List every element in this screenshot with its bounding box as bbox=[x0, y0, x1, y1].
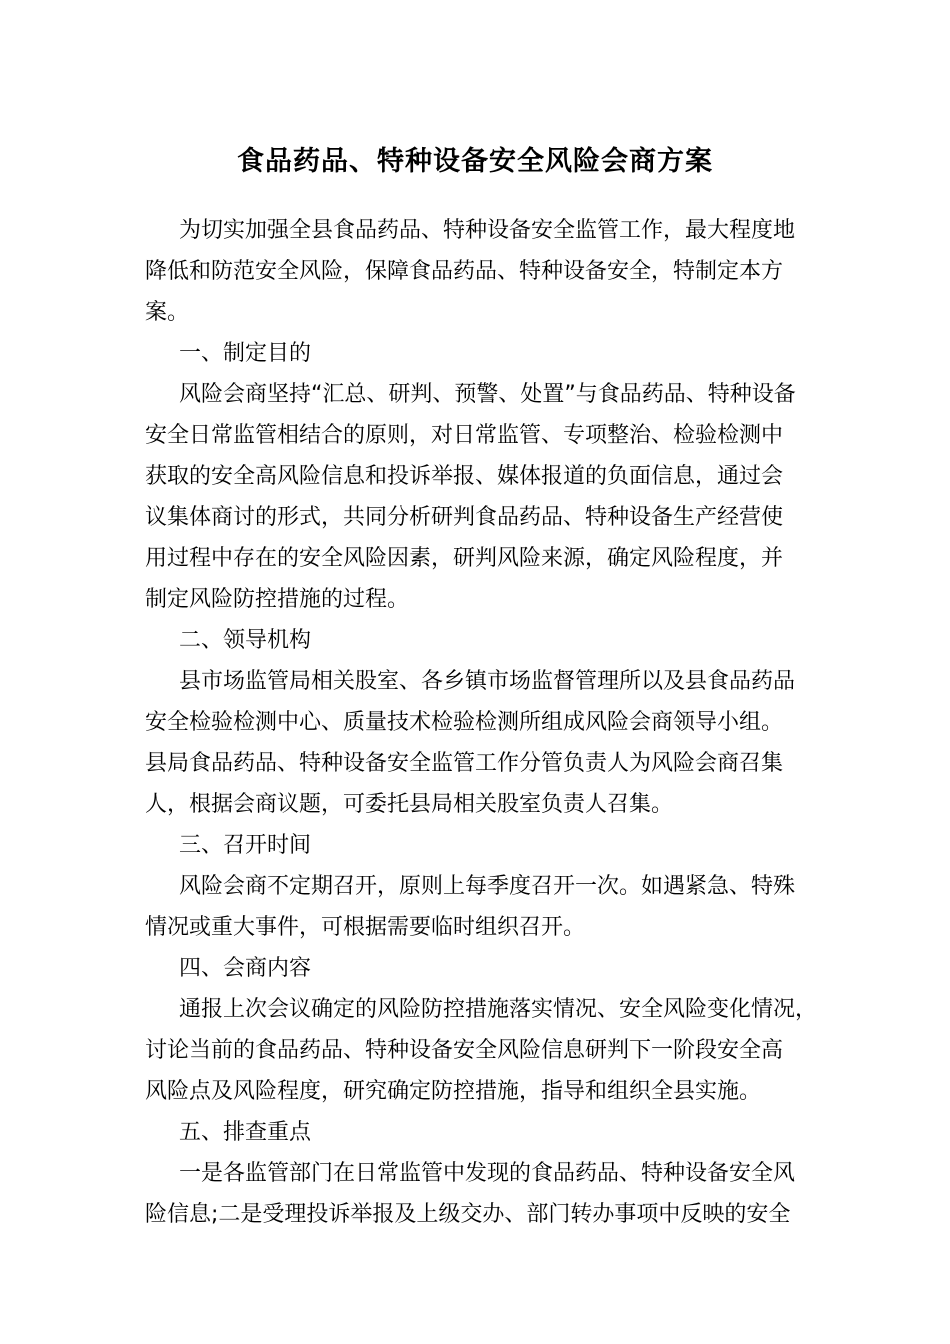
text-line: 四、会商内容 bbox=[179, 956, 312, 981]
text-line: 一、制定目的 bbox=[179, 341, 312, 366]
text-line: 用过程中存在的安全风险因素，研判风险来源，确定风险程度，并 bbox=[145, 546, 784, 571]
document-body bbox=[145, 210, 825, 1235]
document-title: 食品药品、特种设备安全风险会商方案 bbox=[237, 146, 713, 177]
text-line: 三、召开时间 bbox=[179, 833, 312, 858]
text-line: 情况或重大事件，可根据需要临时组织召开。 bbox=[145, 915, 586, 940]
text-line: 险信息;二是受理投诉举报及上级交办、部门转办事项中反映的安全 bbox=[145, 1202, 791, 1227]
text-line: 二、领导机构 bbox=[179, 628, 312, 653]
text-line: 人，根据会商议题，可委托县局相关股室负责人召集。 bbox=[145, 792, 674, 817]
text-line: 案。 bbox=[145, 300, 190, 325]
text-line: 降低和防范安全风险，保障食品药品、特种设备安全，特制定本方 bbox=[145, 259, 784, 284]
text-line: 议集体商讨的形式，共同分析研判食品药品、特种设备生产经营使 bbox=[145, 505, 784, 530]
text-line: 获取的安全高风险信息和投诉举报、媒体报道的负面信息，通过会 bbox=[145, 464, 784, 489]
text-line: 为切实加强全县食品药品、特种设备安全监管工作，最大程度地 bbox=[179, 218, 796, 243]
text-line: 通报上次会议确定的风险防控措施落实情况、安全风险变化情况， bbox=[179, 997, 818, 1022]
text-line: 风险会商坚持“汇总、研判、预警、处置”与食品药品、特种设备 bbox=[179, 382, 796, 407]
text-line: 安全日常监管相结合的原则，对日常监管、专项整治、检验检测中 bbox=[145, 423, 784, 448]
text-line: 五、排查重点 bbox=[179, 1120, 312, 1145]
text-line: 县局食品药品、特种设备安全监管工作分管负责人为风险会商召集 bbox=[145, 751, 784, 776]
text-line: 风险会商不定期召开，原则上每季度召开一次。如遇紧急、特殊 bbox=[179, 874, 796, 899]
text-line: 安全检验检测中心、质量技术检验检测所组成风险会商领导小组。 bbox=[145, 710, 784, 735]
text-line: 一是各监管部门在日常监管中发现的食品药品、特种设备安全风 bbox=[179, 1161, 796, 1186]
text-line: 制定风险防控措施的过程。 bbox=[145, 587, 410, 612]
text-line: 县市场监管局相关股室、各乡镇市场监督管理所以及县食品药品 bbox=[179, 669, 796, 694]
text-line: 风险点及风险程度，研究确定防控措施，指导和组织全县实施。 bbox=[145, 1079, 762, 1104]
text-line: 讨论当前的食品药品、特种设备安全风险信息研判下一阶段安全高 bbox=[145, 1038, 784, 1063]
